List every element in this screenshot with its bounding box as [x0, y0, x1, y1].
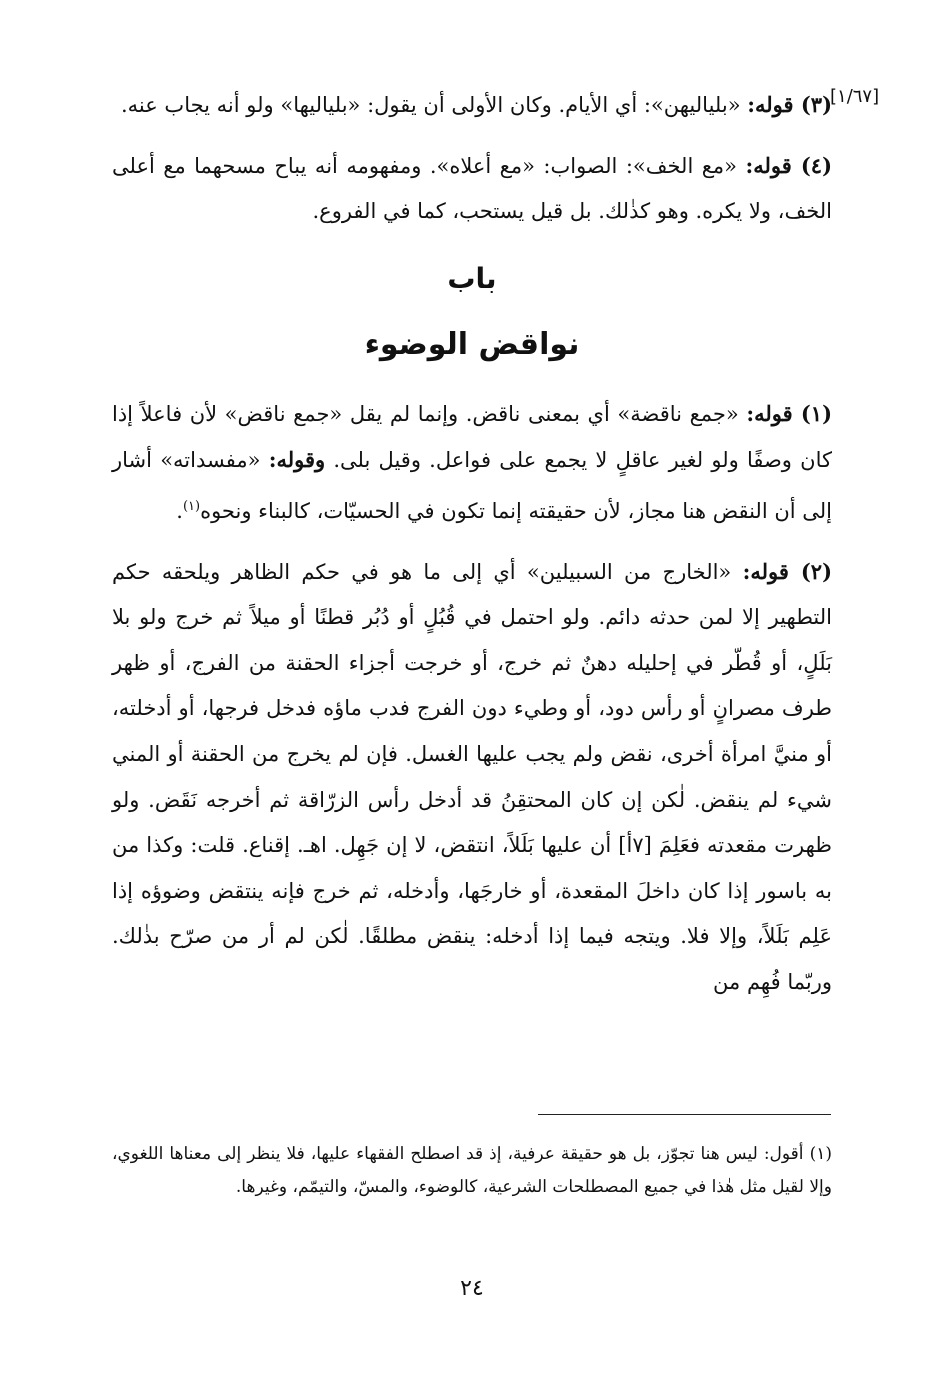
paragraph-text: «مع الخف»: الصواب: «مع أعلاه». ومفهومه أنه يباح مسحهما مع أعلى الخف، ولا يكره. وهو كذٰلك. بل قيل يستحب، كما في الفروع.: [112, 153, 832, 224]
paragraph-text-2: «مفسداته» أشار إلى أن النقض هنا مجاز، لأن حقيقته إنما تكون في الحسيّات، كالبناء ونحوه: [112, 448, 832, 523]
chapter-title: نواقض الوضوء: [364, 326, 580, 362]
paragraph-2-alkharij: [112, 549, 832, 1006]
footnote-reference[interactable]: (١): [182, 498, 201, 514]
footnote-text: أقول: ليس هنا تجوّز، بل هو حقيقة عرفية، إذ قد اصطلح الفقهاء عليها، فلا ينظر إلى معناها اللغوي، وإلا لقيل مثل هٰذا في جميع المصطلحات الشرعية، كالوضوء، والمسّ، والتيمّم، وغيرها.: [112, 1144, 832, 1197]
margin-reference: [١/٦٧]: [830, 86, 880, 107]
paragraph-label: (١) قوله:: [746, 400, 833, 426]
footnote: [112, 1138, 832, 1204]
paragraph-end: .: [176, 498, 183, 523]
paragraph-label: (٣) قوله:: [747, 92, 832, 117]
paragraph-label-2: وقوله:: [268, 447, 326, 473]
paragraph-label: (٤) قوله:: [745, 152, 832, 178]
paragraph-text: «الخارج من السبيلين» أي إلى ما هو في حكم الظاهر ويلحقه حكم التطهير إلا لمن حدثه دائم. ولو احتمل في قُبُلٍ أو دُبُر قطنًا أو ميلاً ثم خرج ولو بلا بَلَلٍ، أو قُطّر في إحليله دهنٌ ثم خرج، أو خرجت أجزاء الحقنة من الفرج، أو ظهر طرف مصرانٍ أو رأس دود، أو وطيء دون الفرج فدب ماؤه فدخل فرجها، أو أدخلته، أو منيَّ امرأة أخرى، نقض ولم يجب عليها الغسل. فإن لم يخرج من الحقنة أو المني شيء لم ينقض. لٰكن إن كان المحتقِنُ قد أدخل رأس الزرّاقة ثم أخرجه نَقَض. ولو ظهرت مقعدته فعَلِمَ [٧أ] أن عليها بَلَلاً، انتقض، لا إن جَهِل. اهـ. إقناع. قلت: وكذا من به باسور إذا كان داخلَ المقعدة، أو خارجَها، وأدخله، ثم خرج فإنه ينتقض وضوؤه إذا عَلِم بَلَلاً، وإلا فلا. ويتجه فيما إذا أدخله: ينقض مطلقًا. لٰكن لم أر من صرّح بذٰلك. وربّما فُهِم من: [112, 559, 832, 994]
chapter-heading-bab: باب: [447, 261, 497, 295]
paragraph-4-maa-alkhuff: [112, 143, 832, 235]
footnote-separator: [538, 1114, 831, 1115]
paragraph-3-bilayalihinna: [112, 82, 832, 129]
paragraph-text: «جمع ناقضة» أي بمعنى ناقض. وإنما لم يقل «جمع ناقض» لأن فاعلاً إذا كان وصفًا ولو لغير عاقلٍ لا يجمع على فواعل. وقيل بلى.: [112, 401, 832, 473]
paragraph-text: «بلياليهن»: أي الأيام. وكان الأولى أن يقول: «بلياليها» ولو أنه يجاب عنه.: [120, 93, 748, 117]
page-number: ٢٤: [460, 1276, 484, 1301]
footnote-number: (١): [809, 1144, 832, 1164]
paragraph-1-jam-naqida: [112, 391, 832, 535]
paragraph-label: (٢) قوله:: [742, 558, 832, 584]
main-text: [112, 82, 832, 1020]
